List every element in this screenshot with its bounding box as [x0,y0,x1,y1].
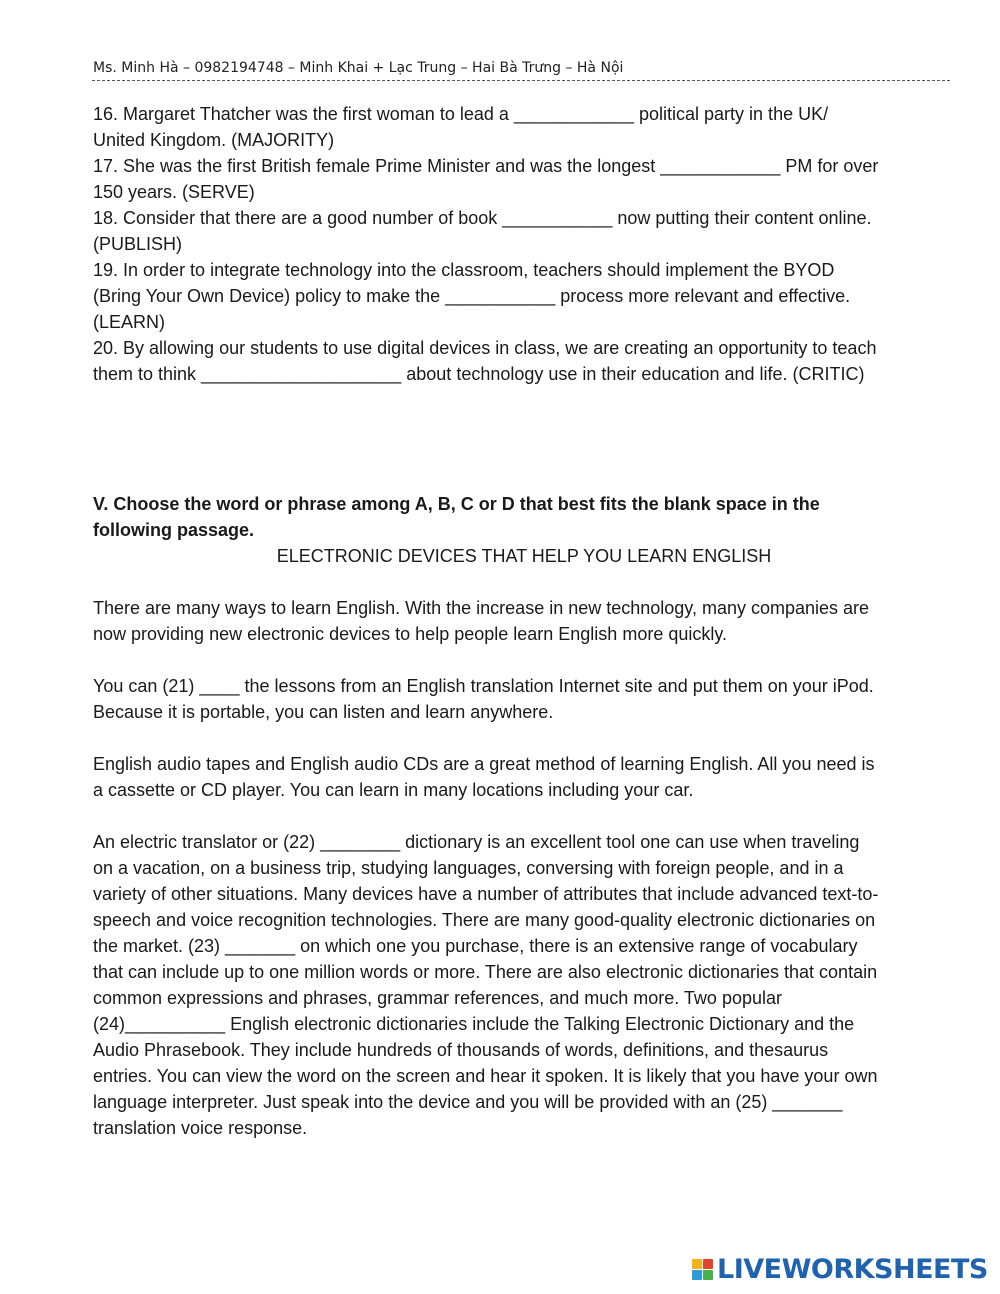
passage-line: variety of other situations. Many devices have a number of attributes that include advanced text-to- [93,884,879,904]
passage-line: (24)__________ English electronic dictionaries include the Talking Electronic Dictionary and the [93,1014,855,1034]
passage-line: You can (21) ____ the lessons from an English translation Internet site and put them on your iPod. [93,676,874,696]
question-line: them to think ____________________ about technology use in their education and life. (CRITIC) [93,364,865,384]
question-line: (PUBLISH) [93,234,183,254]
passage-line: that can include up to one million words or more. There are also electronic dictionaries that contain [93,962,878,982]
passage-line: now providing new electronic devices to help people learn English more quickly. [93,624,728,644]
passage-line: language interpreter. Just speak into the device and you will be provided with an (25) _______ [93,1092,843,1112]
passage-paragraph-3 [93,751,955,803]
passage-line: Audio Phrasebook. They include hundreds of thousands of words, definitions, and thesaurus [93,1040,829,1060]
question-line: 20. By allowing our students to use digital devices in class, we are creating an opportunity to teach [93,338,877,358]
passage-line: entries. You can view the word on the screen and hear it spoken. It is likely that you have your own [93,1066,878,1086]
logo-block [703,1259,713,1269]
logo-block [692,1270,702,1280]
question-20 [93,335,955,387]
passage-line: English audio tapes and English audio CDs are a great method of learning English. All you need is [93,754,875,774]
liveworksheets-logo [692,1254,988,1285]
question-line: (Bring Your Own Device) policy to make the ___________ process more relevant and effective. [93,286,851,306]
question-line: 17. She was the first British female Prime Minister and was the longest ____________ PM for over [93,156,879,176]
section-v-instruction: V. Choose the word or phrase among A, B, C or D that best fits the blank space in the [93,494,820,514]
question-16 [93,101,955,153]
question-line: 18. Consider that there are a good number of book ___________ now putting their content online. [93,208,872,228]
section-v-instruction-cont: following passage. [93,520,255,540]
passage-paragraph-2 [93,673,955,725]
passage-title: ELECTRONIC DEVICES THAT HELP YOU LEARN ENGLISH [276,546,772,566]
question-line: 16. Margaret Thatcher was the first woman to lead a ____________ political party in the UK/ [93,104,829,124]
logo-blocks-icon [692,1259,713,1280]
worksheet-content [93,101,955,1141]
page-header: Ms. Minh Hà – 0982194748 – Minh Khai + Lạc Trung – Hai Bà Trưng – Hà Nội [93,60,624,76]
question-line: (LEARN) [93,312,166,332]
question-17 [93,153,955,205]
question-19 [93,257,955,335]
passage-line: There are many ways to learn English. With the increase in new technology, many companies are [93,598,870,618]
passage-line: common expressions and phrases, grammar references, and much more. Two popular [93,988,782,1008]
logo-block [692,1259,702,1269]
passage-line: a cassette or CD player. You can learn in many locations including your car. [93,780,694,800]
question-line: United Kingdom. (MAJORITY) [93,130,335,150]
passage-paragraph-4 [93,829,955,1141]
question-line: 19. In order to integrate technology into the classroom, teachers should implement the BYOD [93,260,835,280]
passage-line: speech and voice recognition technologies. There are many good-quality electronic dictionaries on [93,910,876,930]
passage-line: on a vacation, on a business trip, studying languages, conversing with foreign people, and in a [93,858,844,878]
word-formation-questions [93,101,955,387]
passage-line: Because it is portable, you can listen and learn anywhere. [93,702,554,722]
question-18 [93,205,955,257]
header-divider [92,80,950,81]
logo-text: LIVEWORKSHEETS [717,1254,988,1285]
passage-line: translation voice response. [93,1118,308,1138]
passage-paragraph-1 [93,595,955,647]
logo-block [703,1270,713,1280]
question-line: 150 years. (SERVE) [93,182,255,202]
passage-line: the market. (23) _______ on which one you purchase, there is an extensive range of vocabulary [93,936,858,956]
passage-line: An electric translator or (22) ________ dictionary is an excellent tool one can use when traveling [93,832,860,852]
